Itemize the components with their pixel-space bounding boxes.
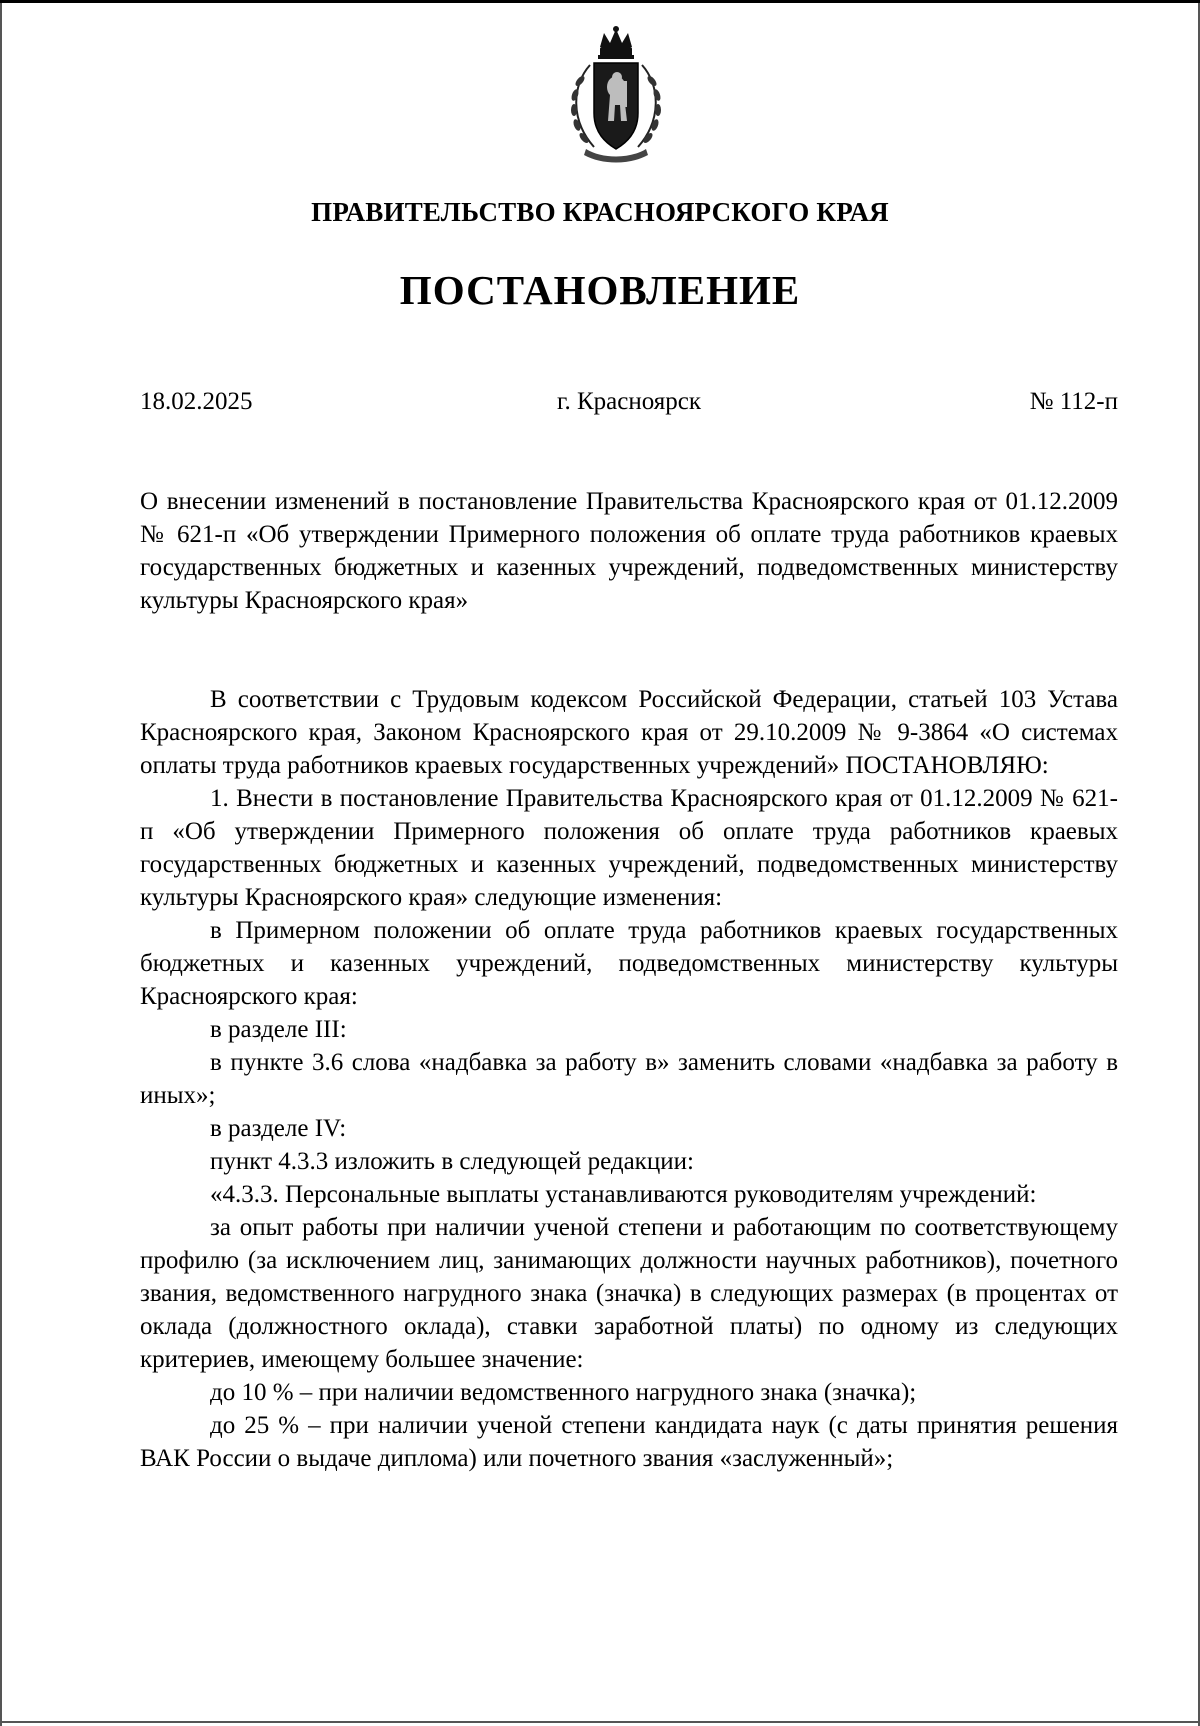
- document-body: [140, 683, 1118, 1475]
- document-type-heading: ПОСТАНОВЛЕНИЕ: [399, 267, 801, 313]
- body-paragraph: в разделе IV:: [210, 1115, 347, 1142]
- document-meta-row: [140, 385, 1118, 419]
- body-paragraph: пункт 4.3.3 изложить в следующей редакции:: [210, 1148, 694, 1175]
- body-paragraph: до 25 % – при наличии ученой степени кандидата наук (с даты принятия решения ВАК России о выдаче диплома) или почетного звания «заслуженный»;: [140, 1412, 1118, 1472]
- organization-title: ПРАВИТЕЛЬСТВО КРАСНОЯРСКОГО КРАЯ: [311, 197, 889, 227]
- document-subject: О внесении изменений в постановление Правительства Красноярского края от 01.12.2009 № 621-п «Об утверждении Примерного положения об оплате труда работников краевых государственных бюджетных и казенных учреждений, подведомственных министерству культуры Красноярского края»: [140, 488, 1118, 614]
- coat-of-arms-icon: [560, 25, 672, 165]
- body-paragraph: за опыт работы при наличии ученой степени и работающим по соответствующему профилю (за исключением лиц, занимающих должности научных работников), почетного звания, ведомственного нагрудного знака (значка) в следующих размерах (в процентах от оклада (должностного оклада), ставки заработной платы) по одному из следующих критериев, имеющему большее значение:: [140, 1214, 1118, 1373]
- body-paragraph: 1. Внести в постановление Правительства Красноярского края от 01.12.2009 № 621-п «Об утверждении Примерного положения об оплате труда работников краевых государственных бюджетных и казенных учреждений, подведомственных министерству культуры Красноярского края» следующие изменения:: [140, 785, 1118, 911]
- body-paragraph: в пункте 3.6 слова «надбавка за работу в» заменить словами «надбавка за работу в иных»;: [140, 1049, 1118, 1109]
- document-number: № 112-п: [1029, 388, 1118, 415]
- body-paragraph: в разделе III:: [210, 1016, 347, 1043]
- body-paragraph: до 10 % – при наличии ведомственного нагрудного знака (значка);: [210, 1379, 917, 1406]
- scan-edge-left: [0, 3, 2, 1726]
- document-date: 18.02.2025: [140, 388, 253, 415]
- body-paragraph: в Примерном положении об оплате труда работников краевых государственных бюджетных и казенных учреждений, подведомственных министерству культуры Красноярского края:: [140, 917, 1118, 1010]
- body-paragraph: В соответствии с Трудовым кодексом Российской Федерации, статьей 103 Устава Красноярского края, Законом Красноярского края от 29.10.2009 № 9-3864 «О системах оплаты труда работников краевых государственных учреждений» ПОСТАНОВЛЯЮ:: [140, 686, 1118, 779]
- body-paragraph: «4.3.3. Персональные выплаты устанавливаются руководителям учреждений:: [210, 1181, 1037, 1208]
- document-city: г. Красноярск: [557, 388, 701, 415]
